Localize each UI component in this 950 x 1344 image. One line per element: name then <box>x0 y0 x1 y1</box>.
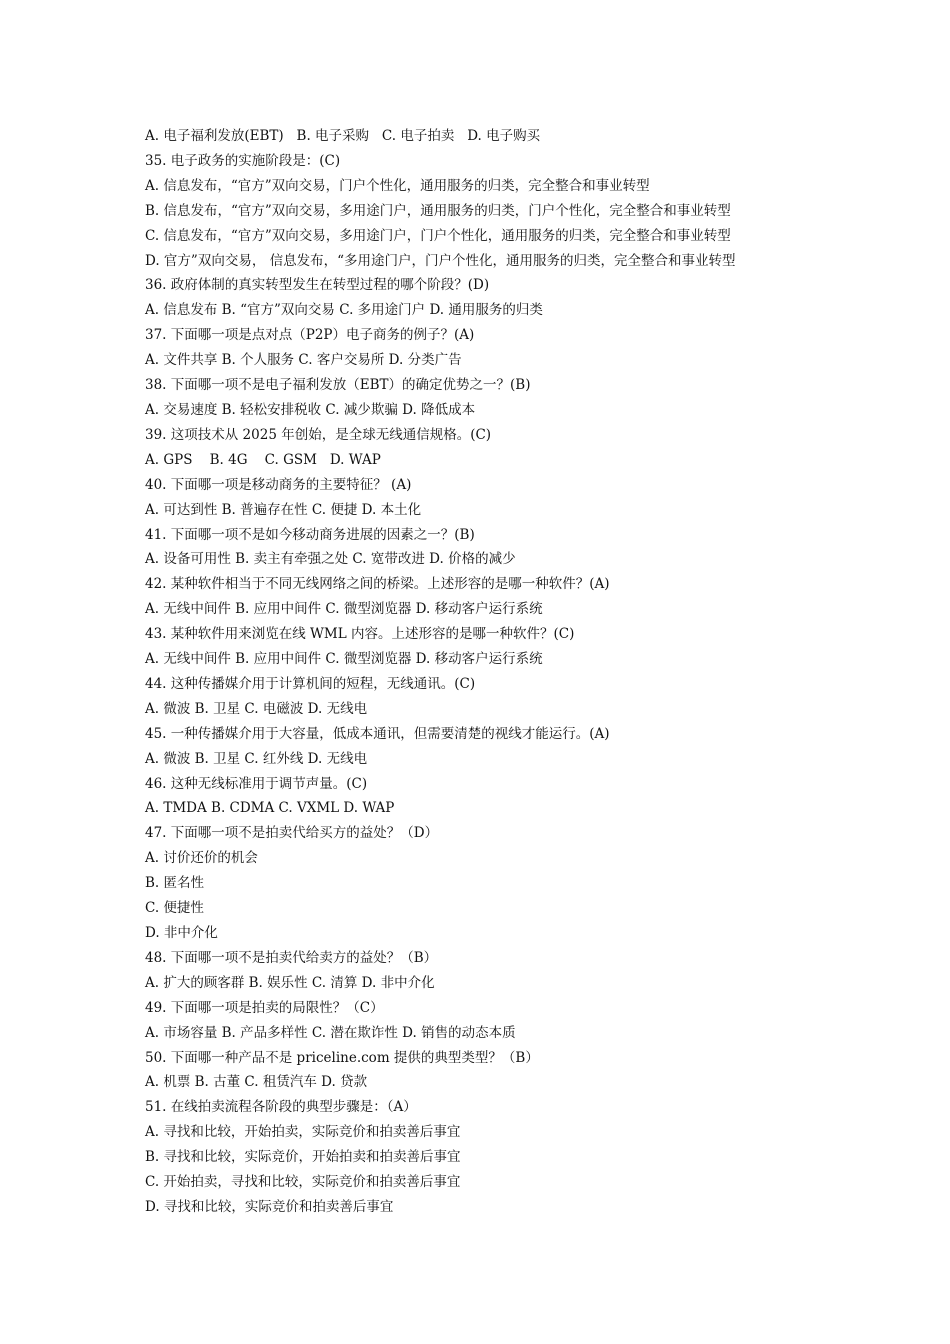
text-line: A. 市场容量 B. 产品多样性 C. 潜在欺诈性 D. 销售的动态本质 <box>145 1024 516 1041</box>
text-line: A. 无线中间件 B. 应用中间件 C. 微型浏览器 D. 移动客户运行系统 <box>145 651 543 668</box>
text-line: A. 信息发布 B. “官方”双向交易 C. 多用途门户 D. 通用服务的归类 <box>145 302 543 319</box>
text-line: B. 信息发布，“官方”双向交易，多用途门户，通用服务的归类，门户个性化，完全整合和事业转型 <box>145 202 731 219</box>
text-line: 48. 下面哪一项不是拍卖代给卖方的益处？（B） <box>145 949 438 966</box>
text-line: A. 寻找和比较，开始拍卖，实际竞价和拍卖善后事宜 <box>145 1124 461 1141</box>
text-line: 44. 这种传播媒介用于计算机间的短程，无线通讯。(C) <box>145 675 476 692</box>
text-line: 50. 下面哪一种产品不是 priceline.com 提供的典型类型？（B） <box>145 1049 539 1066</box>
text-line: 45. 一种传播媒介用于大容量，低成本通讯，但需要清楚的视线才能运行。(A) <box>145 725 610 742</box>
text-line: A. 微波 B. 卫星 C. 红外线 D. 无线电 <box>145 750 368 767</box>
text-line: A. 无线中间件 B. 应用中间件 C. 微型浏览器 D. 移动客户运行系统 <box>145 601 543 618</box>
text-line: A. TMDA B. CDMA C. VXML D. WAP <box>145 800 395 817</box>
text-line: A. 电子福利发放(EBT) B. 电子采购 C. 电子拍卖 D. 电子购买 <box>145 128 541 144</box>
text-line: B. 寻找和比较，实际竞价，开始拍卖和拍卖善后事宜 <box>145 1149 461 1166</box>
text-line: 46. 这种无线标准用于调节声量。(C) <box>145 775 368 792</box>
text-line: 40. 下面哪一项是移动商务的主要特征？ (A) <box>145 476 412 493</box>
text-line: A. 交易速度 B. 轻松安排税收 C. 减少欺骗 D. 降低成本 <box>145 401 476 418</box>
text-line: A. 讨价还价的机会 <box>145 850 258 867</box>
text-line: 39. 这项技术从 2025 年创始，是全球无线通信规格。(C) <box>145 426 492 443</box>
text-line: D. 寻找和比较，实际竞价和拍卖善后事宜 <box>145 1198 394 1215</box>
text-line: A. 微波 B. 卫星 C. 电磁波 D. 无线电 <box>145 700 368 717</box>
text-line: 41. 下面哪一项不是如今移动商务进展的因素之一？(B) <box>145 526 475 543</box>
text-line: 47. 下面哪一项不是拍卖代给买方的益处？（D） <box>145 825 439 842</box>
text-line: D. 官方”双向交易， 信息发布，“多用途门户，门户个性化，通用服务的归类，完全整合和事业转型 <box>145 252 736 269</box>
text-line: C. 信息发布，“官方”双向交易，多用途门户，门户个性化，通用服务的归类，完全整合和事业转型 <box>145 227 731 244</box>
text-line: 49. 下面哪一项是拍卖的局限性？（C） <box>145 999 384 1016</box>
text-line: C. 开始拍卖，寻找和比较，实际竞价和拍卖善后事宜 <box>145 1174 461 1191</box>
text-line: A. 文件共享 B. 个人服务 C. 客户交易所 D. 分类广告 <box>145 352 462 369</box>
text-line: A. 机票 B. 古董 C. 租赁汽车 D. 贷款 <box>145 1074 368 1091</box>
text-line: 36. 政府体制的真实转型发生在转型过程的哪个阶段？(D) <box>145 277 490 294</box>
text-line: 43. 某种软件用来浏览在线 WML 内容。上述形容的是哪一种软件？(C) <box>145 626 575 643</box>
text-line: A. 信息发布，“官方”双向交易，门户个性化，通用服务的归类，完全整合和事业转型 <box>145 177 650 194</box>
text-line: A. 设备可用性 B. 卖主有牵强之处 C. 宽带改进 D. 价格的减少 <box>145 551 516 568</box>
text-line: 51. 在线拍卖流程各阶段的典型步骤是：（A） <box>145 1099 417 1116</box>
text-line: 35. 电子政务的实施阶段是：(C) <box>145 152 341 169</box>
text-line: 38. 下面哪一项不是电子福利发放（EBT）的确定优势之一？(B) <box>145 377 531 394</box>
text-line: A. 扩大的顾客群 B. 娱乐性 C. 清算 D. 非中介化 <box>145 974 435 991</box>
text-line: D. 非中介化 <box>145 925 218 941</box>
text-line: 42. 某种软件相当于不同无线网络之间的桥梁。上述形容的是哪一种软件？(A) <box>145 576 610 593</box>
text-line: A. 可达到性 B. 普遍存在性 C. 便捷 D. 本土化 <box>145 501 422 518</box>
text-line: A. GPS B. 4G C. GSM D. WAP <box>145 451 381 468</box>
text-line: C. 便捷性 <box>145 900 204 917</box>
text-line: 37. 下面哪一项是点对点（P2P）电子商务的例子？(A) <box>145 327 475 344</box>
document-body <box>145 124 905 1220</box>
text-line: B. 匿名性 <box>145 875 205 892</box>
